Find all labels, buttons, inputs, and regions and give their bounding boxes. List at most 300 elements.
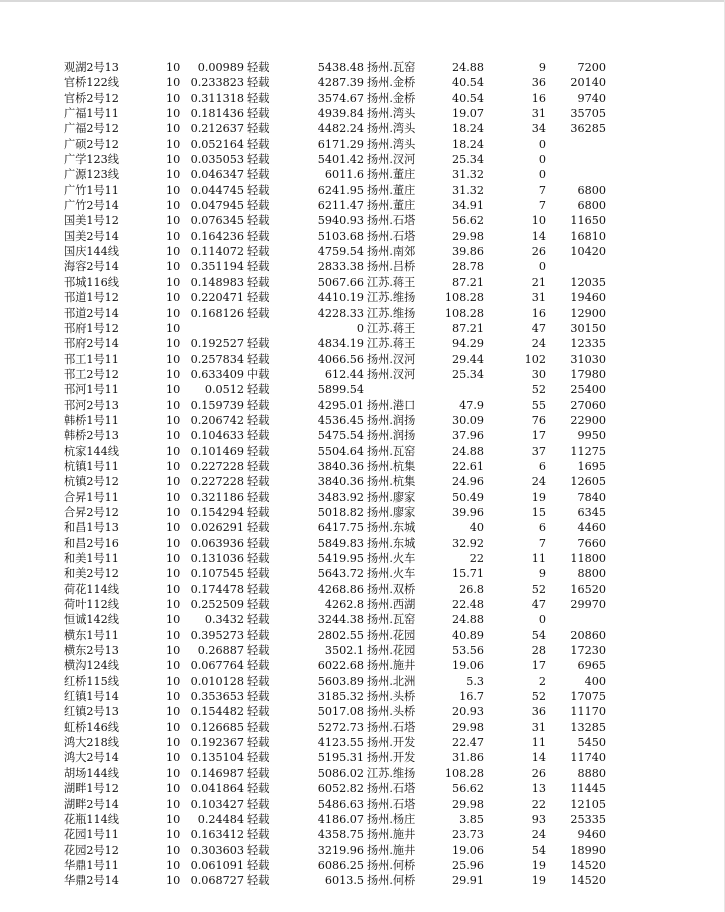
capacity-margin-cell: 3185.32 (317, 690, 364, 704)
capacity-margin-cell: 4358.75 (317, 828, 364, 842)
substation-cell: 扬州.何桥 (367, 874, 416, 888)
substation-cell: 扬州.石塔 (367, 797, 416, 811)
load-status-cell: 轻载 (247, 275, 270, 289)
line-name-cell: 官桥122线 (64, 76, 119, 90)
voltage-cell: 10 (166, 398, 180, 412)
voltage-cell: 10 (166, 444, 180, 458)
load-rate-cell: 0.00989 (197, 61, 244, 74)
load-status-cell: 轻载 (247, 444, 270, 458)
installed-capacity-cell: 35705 (570, 107, 606, 121)
line-name-cell: 鸿大218线 (64, 736, 119, 750)
voltage-cell: 10 (166, 306, 180, 320)
table-row (64, 60, 624, 75)
load-status-cell: 轻载 (247, 521, 270, 535)
capacity-margin-cell: 4287.39 (317, 76, 364, 90)
voltage-cell: 10 (166, 168, 180, 182)
transformer-count-cell: 6 (538, 459, 546, 473)
table-row (64, 797, 624, 812)
line-length-cell: 50.49 (451, 490, 484, 504)
capacity-margin-cell: 5603.89 (317, 674, 364, 688)
table-row (64, 444, 624, 459)
load-status-cell: 轻载 (247, 429, 270, 443)
load-status-cell: 轻载 (247, 260, 270, 274)
line-length-cell: 19.07 (451, 107, 484, 121)
capacity-margin-cell: 0 (356, 321, 364, 335)
table-row (64, 259, 624, 274)
line-length-cell: 20.93 (451, 705, 484, 719)
line-name-cell: 邗河2号13 (64, 398, 119, 412)
line-name-cell: 韩桥1号11 (64, 413, 119, 427)
table-row (64, 75, 624, 90)
table-row (64, 367, 624, 382)
installed-capacity-cell: 7840 (577, 490, 606, 504)
load-status-cell: 轻载 (247, 736, 270, 750)
table-row (64, 167, 624, 182)
installed-capacity-cell: 12105 (570, 797, 606, 811)
table-row (64, 336, 624, 351)
transformer-count-cell: 6 (538, 521, 546, 535)
table-row (64, 750, 624, 765)
transformer-count-cell: 7 (538, 183, 546, 197)
load-rate-cell: 0.067764 (190, 659, 244, 673)
line-length-cell: 39.86 (451, 245, 484, 259)
load-rate-cell: 0.353653 (190, 690, 244, 704)
load-status-cell: 轻载 (247, 613, 270, 627)
line-name-cell: 杭镇1号11 (64, 459, 119, 473)
substation-cell: 扬州.杨庄 (367, 812, 416, 826)
voltage-cell: 10 (166, 245, 180, 259)
capacity-margin-cell: 4295.01 (317, 398, 364, 412)
installed-capacity-cell: 14520 (570, 858, 606, 872)
transformer-count-cell: 28 (531, 644, 546, 658)
table-row (64, 121, 624, 136)
voltage-cell: 10 (166, 582, 180, 596)
substation-cell: 扬州.火车 (367, 567, 416, 581)
line-name-cell: 和美1号11 (64, 552, 119, 565)
voltage-cell: 10 (166, 214, 180, 228)
installed-capacity-cell: 7200 (577, 61, 606, 74)
capacity-margin-cell: 6052.82 (317, 782, 364, 796)
table-row (64, 306, 624, 321)
load-status-cell: 轻载 (247, 828, 270, 842)
load-status-cell: 轻载 (247, 475, 270, 489)
line-length-cell: 31.86 (451, 751, 484, 765)
installed-capacity-cell: 5450 (577, 736, 606, 750)
substation-cell: 扬州.东城 (367, 521, 416, 535)
load-rate-cell: 0.114072 (190, 245, 244, 259)
capacity-margin-cell: 2833.38 (317, 260, 364, 274)
load-rate-cell: 0.321186 (190, 490, 244, 504)
line-name-cell: 杭家144线 (64, 444, 119, 458)
voltage-cell: 10 (166, 383, 180, 397)
top-border-line (0, 0, 725, 2)
voltage-cell: 10 (166, 76, 180, 90)
installed-capacity-cell: 27060 (570, 398, 606, 412)
transformer-count-cell: 52 (531, 690, 546, 704)
voltage-cell: 10 (166, 275, 180, 289)
transformer-count-cell: 9 (538, 567, 546, 581)
line-length-cell: 94.29 (451, 337, 484, 351)
transformer-count-cell: 17 (531, 429, 546, 443)
load-rate-cell: 0.068727 (190, 874, 244, 888)
voltage-cell: 10 (166, 475, 180, 489)
table-row (64, 213, 624, 228)
transformer-count-cell: 9 (538, 61, 546, 74)
installed-capacity-cell: 20860 (570, 628, 606, 642)
table-row (64, 843, 624, 858)
load-status-cell: 轻载 (247, 183, 270, 197)
load-rate-cell: 0.026291 (190, 521, 244, 535)
load-rate-cell: 0.311318 (190, 91, 244, 105)
table-row (64, 413, 624, 428)
load-status-cell: 轻载 (247, 413, 270, 427)
load-status-cell: 轻载 (247, 199, 270, 213)
line-name-cell: 广学123线 (64, 153, 119, 167)
voltage-cell: 10 (166, 644, 180, 658)
table-row (64, 628, 624, 643)
line-name-cell: 邗工1号11 (64, 352, 119, 366)
substation-cell: 扬州.瓦窑 (367, 613, 416, 627)
transformer-count-cell: 19 (531, 874, 546, 888)
substation-cell: 扬州.南郊 (367, 245, 416, 259)
substation-cell: 扬州.润扬 (367, 429, 416, 443)
table-row (64, 873, 624, 888)
load-status-cell: 轻载 (247, 858, 270, 872)
line-length-cell: 29.91 (451, 874, 484, 888)
capacity-margin-cell: 5272.73 (317, 720, 364, 734)
voltage-cell: 10 (166, 521, 180, 535)
substation-cell: 扬州.湾头 (367, 107, 416, 121)
load-rate-cell: 0.010128 (190, 674, 244, 688)
substation-cell: 江苏.维扬 (367, 291, 416, 305)
line-name-cell: 横东1号11 (64, 628, 119, 642)
substation-cell: 扬州.施井 (367, 843, 416, 857)
voltage-cell: 10 (166, 199, 180, 213)
table-row (64, 674, 624, 689)
substation-cell: 扬州.润扬 (367, 413, 416, 427)
table-row (64, 536, 624, 551)
installed-capacity-cell (562, 612, 606, 627)
load-status-cell: 轻载 (247, 352, 270, 366)
load-status-cell: 轻载 (247, 598, 270, 612)
installed-capacity-cell: 17075 (570, 690, 606, 704)
table-row (64, 735, 624, 750)
table-row (64, 321, 624, 336)
line-name-cell: 杭镇2号12 (64, 475, 119, 489)
load-rate-cell: 0.044745 (190, 183, 244, 197)
installed-capacity-cell: 1695 (577, 459, 606, 473)
line-name-cell: 广福1号11 (64, 107, 119, 121)
line-length-cell: 5.3 (466, 674, 484, 688)
installed-capacity-cell: 12900 (570, 306, 606, 320)
line-length-cell: 56.62 (451, 214, 484, 228)
capacity-margin-cell: 5017.08 (317, 705, 364, 719)
substation-cell: 扬州.石塔 (367, 720, 416, 734)
table-row (64, 398, 624, 413)
load-status-cell: 轻载 (247, 459, 270, 473)
line-length-cell: 25.96 (451, 858, 484, 872)
line-length-cell: 15.71 (451, 567, 484, 581)
voltage-cell: 10 (166, 828, 180, 842)
transformer-count-cell: 22 (531, 797, 546, 811)
capacity-margin-cell: 6022.68 (317, 659, 364, 673)
voltage-cell: 10 (166, 843, 180, 857)
capacity-margin-cell: 5486.63 (317, 797, 364, 811)
load-rate-cell: 0.192527 (190, 337, 244, 351)
substation-cell: 扬州.西湖 (367, 598, 416, 612)
line-length-cell: 29.98 (451, 720, 484, 734)
line-length-cell: 26.8 (459, 582, 484, 596)
transformer-count-cell: 52 (531, 582, 546, 596)
load-rate-cell: 0.192367 (190, 736, 244, 750)
voltage-cell: 10 (166, 674, 180, 688)
installed-capacity-cell: 20140 (570, 76, 606, 90)
capacity-margin-cell: 5504.64 (317, 444, 364, 458)
load-rate-cell: 0.135104 (190, 751, 244, 765)
load-rate-cell: 0.257834 (190, 352, 244, 366)
transformer-count-cell: 31 (531, 291, 546, 305)
transformer-count-cell: 7 (538, 199, 546, 213)
transformer-count-cell: 26 (531, 766, 546, 780)
capacity-margin-cell: 6011.6 (324, 168, 364, 182)
transformer-count-cell: 7 (538, 536, 546, 550)
installed-capacity-cell: 12035 (570, 275, 606, 289)
transformer-count-cell: 36 (531, 76, 546, 90)
load-rate-cell: 0.633409 (190, 367, 244, 381)
transformer-count-cell: 11 (531, 552, 546, 565)
table-row (64, 229, 624, 244)
load-status-cell: 轻载 (247, 291, 270, 305)
transformer-count-cell: 10 (531, 214, 546, 228)
substation-cell: 扬州.花园 (367, 628, 416, 642)
line-name-cell: 邗城116线 (64, 275, 119, 289)
capacity-margin-cell: 3574.67 (317, 91, 364, 105)
transformer-count-cell: 16 (531, 91, 546, 105)
installed-capacity-cell: 6965 (577, 659, 606, 673)
substation-cell: 扬州.杭集 (367, 459, 416, 473)
voltage-cell: 10 (166, 429, 180, 443)
voltage-cell: 10 (166, 720, 180, 734)
installed-capacity-cell: 13285 (570, 720, 606, 734)
table-row (64, 106, 624, 121)
load-rate-cell: 0.041864 (190, 782, 244, 796)
line-name-cell: 邗道2号14 (64, 306, 119, 320)
line-length-cell: 53.56 (451, 644, 484, 658)
capacity-margin-cell: 5419.95 (317, 552, 364, 565)
substation-cell: 扬州.石塔 (367, 229, 416, 243)
installed-capacity-cell (562, 152, 606, 167)
load-rate-cell: 0.227228 (190, 459, 244, 473)
line-length-cell: 18.24 (451, 122, 484, 136)
installed-capacity-cell: 6800 (577, 183, 606, 197)
line-length-cell: 87.21 (451, 275, 484, 289)
line-name-cell: 海容2号14 (64, 260, 119, 274)
line-length-cell: 29.98 (451, 797, 484, 811)
load-rate-cell: 0.103427 (190, 797, 244, 811)
load-rate-cell: 0.104633 (190, 429, 244, 443)
transformer-count-cell: 19 (531, 858, 546, 872)
installed-capacity-cell: 11275 (570, 444, 606, 458)
load-status-cell: 轻载 (247, 91, 270, 105)
line-length-cell: 56.62 (451, 782, 484, 796)
load-rate-cell (185, 321, 244, 336)
line-length-cell: 16.7 (459, 690, 484, 704)
load-rate-cell: 0.131036 (190, 552, 244, 565)
line-name-cell: 合昇1号11 (64, 490, 119, 504)
installed-capacity-cell: 25400 (570, 383, 606, 397)
capacity-margin-cell: 4066.56 (317, 352, 364, 366)
line-name-cell: 华鼎2号14 (64, 874, 119, 888)
installed-capacity-cell: 30150 (570, 321, 606, 335)
line-length-cell: 18.24 (451, 137, 484, 151)
voltage-cell: 10 (166, 229, 180, 243)
installed-capacity-cell: 8880 (577, 766, 606, 780)
line-length-cell: 108.28 (444, 291, 484, 305)
substation-cell: 扬州.东城 (367, 536, 416, 550)
substation-cell: 扬州.董庄 (367, 183, 416, 197)
installed-capacity-cell: 9740 (577, 91, 606, 105)
load-status-cell: 轻载 (247, 552, 270, 565)
load-status-cell: 轻载 (247, 76, 270, 90)
line-name-cell: 邗道1号12 (64, 291, 119, 305)
voltage-cell: 10 (166, 122, 180, 136)
line-name-cell: 湖畔2号14 (64, 797, 119, 811)
load-status-cell: 轻载 (247, 766, 270, 780)
voltage-cell: 10 (166, 628, 180, 642)
substation-cell: 扬州.施井 (367, 659, 416, 673)
load-status-cell (247, 321, 275, 336)
line-length-cell: 29.98 (451, 229, 484, 243)
substation-cell: 扬州.何桥 (367, 858, 416, 872)
transformer-count-cell: 2 (538, 674, 546, 688)
installed-capacity-cell: 36285 (570, 122, 606, 136)
line-name-cell: 邗府2号14 (64, 337, 119, 351)
line-length-cell: 23.73 (451, 828, 484, 842)
line-length-cell: 19.06 (451, 843, 484, 857)
table-row (64, 812, 624, 827)
load-rate-cell: 0.163412 (190, 828, 244, 842)
substation-cell: 扬州.头桥 (367, 690, 416, 704)
load-status-cell: 轻载 (247, 229, 270, 243)
line-name-cell: 花瓶114线 (64, 812, 119, 826)
load-status-cell: 轻载 (247, 674, 270, 688)
transformer-count-cell: 24 (531, 828, 546, 842)
line-length-cell: 22 (469, 552, 484, 565)
installed-capacity-cell: 16520 (570, 582, 606, 596)
load-status-cell: 轻载 (247, 751, 270, 765)
transformer-count-cell: 21 (531, 275, 546, 289)
line-length-cell: 29.44 (451, 352, 484, 366)
line-name-cell: 和美2号12 (64, 567, 119, 581)
transformer-count-cell: 16 (531, 306, 546, 320)
load-rate-cell: 0.181436 (190, 107, 244, 121)
transformer-count-cell: 0 (538, 168, 546, 182)
load-rate-cell: 0.174478 (190, 582, 244, 596)
installed-capacity-cell: 16810 (570, 229, 606, 243)
line-length-cell: 24.88 (451, 61, 484, 74)
voltage-cell: 10 (166, 736, 180, 750)
transformer-count-cell: 52 (531, 383, 546, 397)
table-row (64, 275, 624, 290)
transformer-count-cell: 93 (531, 812, 546, 826)
transformer-count-cell: 102 (524, 352, 546, 366)
installed-capacity-cell: 12605 (570, 475, 606, 489)
line-name-cell: 广竹2号14 (64, 199, 119, 213)
line-length-cell (428, 382, 484, 397)
installed-capacity-cell: 14520 (570, 874, 606, 888)
table-row (64, 582, 624, 597)
load-rate-cell: 0.061091 (190, 858, 244, 872)
load-status-cell: 轻载 (247, 122, 270, 136)
line-length-cell: 31.32 (451, 168, 484, 182)
line-length-cell: 3.85 (459, 812, 484, 826)
voltage-cell: 10 (166, 61, 180, 74)
table-row (64, 566, 624, 581)
capacity-margin-cell: 4186.07 (317, 812, 364, 826)
capacity-margin-cell: 4939.84 (317, 107, 364, 121)
substation-cell: 扬州.董庄 (367, 199, 416, 213)
line-name-cell: 湖畔1号12 (64, 782, 119, 796)
capacity-margin-cell: 4262.8 (324, 598, 364, 612)
table-row (64, 91, 624, 106)
voltage-cell: 10 (166, 659, 180, 673)
installed-capacity-cell: 31030 (570, 352, 606, 366)
substation-cell: 扬州.施井 (367, 828, 416, 842)
transformer-count-cell: 0 (538, 260, 546, 274)
substation-cell: 扬州.花园 (367, 644, 416, 658)
substation-cell: 扬州.石塔 (367, 214, 416, 228)
line-length-cell: 39.96 (451, 505, 484, 519)
voltage-cell: 10 (166, 598, 180, 612)
capacity-margin-cell: 3502.1 (324, 644, 364, 658)
transformer-count-cell: 30 (531, 367, 546, 381)
capacity-margin-cell: 5086.02 (317, 766, 364, 780)
table-row (64, 474, 624, 489)
installed-capacity-cell: 400 (584, 674, 606, 688)
line-length-cell: 37.96 (451, 429, 484, 443)
load-rate-cell: 0.164236 (190, 229, 244, 243)
voltage-cell: 10 (166, 490, 180, 504)
substation-cell: 扬州.廖家 (367, 490, 416, 504)
voltage-cell: 10 (166, 291, 180, 305)
line-name-cell: 广竹1号11 (64, 183, 119, 197)
capacity-margin-cell: 4228.33 (317, 306, 364, 320)
line-name-cell: 国美2号14 (64, 229, 119, 243)
load-rate-cell: 0.154294 (190, 505, 244, 519)
capacity-margin-cell: 6211.47 (317, 199, 364, 213)
transformer-count-cell: 14 (531, 229, 546, 243)
substation-cell: 江苏.蒋王 (367, 337, 416, 351)
voltage-cell: 10 (166, 137, 180, 151)
load-status-cell: 轻载 (247, 644, 270, 658)
substation-cell: 扬州.港口 (367, 398, 416, 412)
line-name-cell: 广源123线 (64, 168, 119, 182)
table-row (64, 290, 624, 305)
table-row (64, 244, 624, 259)
voltage-cell: 10 (166, 536, 180, 550)
line-name-cell: 韩桥2号13 (64, 429, 119, 443)
load-status-cell: 轻载 (247, 782, 270, 796)
substation-cell: 扬州.开发 (367, 751, 416, 765)
substation-cell: 扬州.汊河 (367, 153, 416, 167)
load-status-cell: 轻载 (247, 245, 270, 259)
substation-cell: 扬州.吕桥 (367, 260, 416, 274)
load-rate-cell: 0.126685 (190, 720, 244, 734)
installed-capacity-cell: 19460 (570, 291, 606, 305)
voltage-cell: 10 (166, 183, 180, 197)
capacity-margin-cell: 5899.54 (317, 383, 364, 397)
transformer-count-cell: 26 (531, 245, 546, 259)
